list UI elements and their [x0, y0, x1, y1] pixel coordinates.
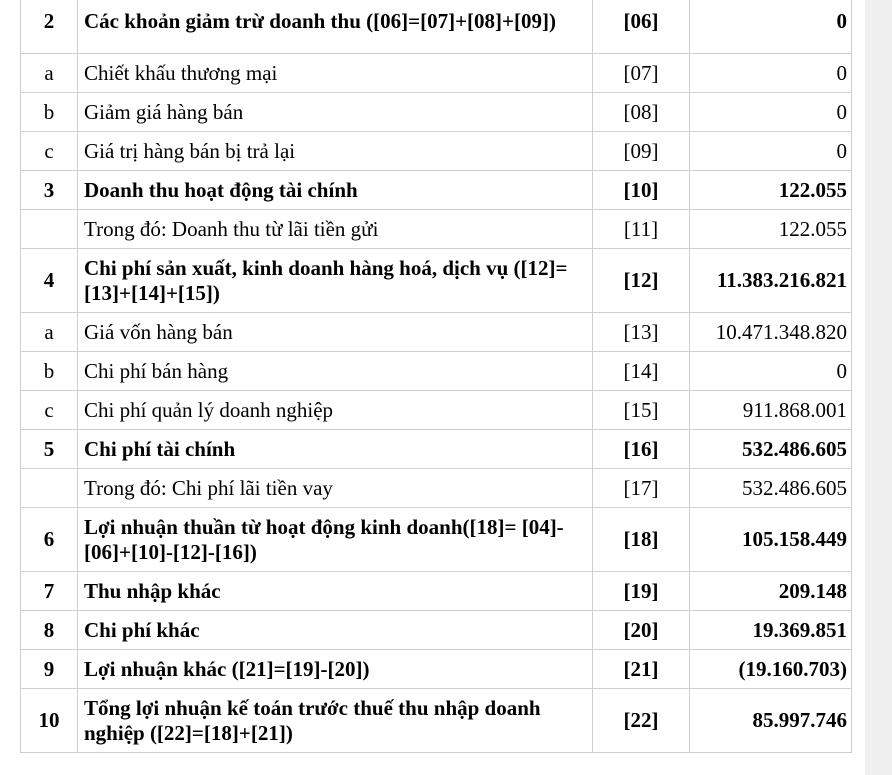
row-item-name: Thu nhập khác — [78, 572, 593, 611]
row-value: 911.868.001 — [690, 391, 852, 430]
row-code: [15] — [593, 391, 690, 430]
row-code: [16] — [593, 430, 690, 469]
table-row — [21, 689, 852, 753]
row-value: 10.471.348.820 — [690, 313, 852, 352]
table-row — [21, 249, 852, 313]
row-item-name: Chi phí bán hàng — [78, 352, 593, 391]
row-item-name: Chiết khấu thương mại — [78, 54, 593, 93]
table-body — [21, 0, 852, 753]
row-number: 5 — [21, 430, 78, 469]
row-value: 0 — [690, 0, 852, 54]
row-code: [11] — [593, 210, 690, 249]
table-row — [21, 650, 852, 689]
row-item-name: Giá vốn hàng bán — [78, 313, 593, 352]
row-value: 0 — [690, 352, 852, 391]
row-number: 9 — [21, 650, 78, 689]
table-row — [21, 611, 852, 650]
row-item-name: Lợi nhuận khác ([21]=[19]-[20]) — [78, 650, 593, 689]
table-row — [21, 171, 852, 210]
table-row — [21, 572, 852, 611]
row-item-name: Doanh thu hoạt động tài chính — [78, 171, 593, 210]
row-value: 85.997.746 — [690, 689, 852, 753]
row-number: 8 — [21, 611, 78, 650]
table-row — [21, 352, 852, 391]
row-code: [22] — [593, 689, 690, 753]
row-code: [06] — [593, 0, 690, 54]
row-code: [14] — [593, 352, 690, 391]
row-code: [19] — [593, 572, 690, 611]
row-code: [21] — [593, 650, 690, 689]
row-item-name: Chi phí quản lý doanh nghiệp — [78, 391, 593, 430]
row-value: (19.160.703) — [690, 650, 852, 689]
row-number: 3 — [21, 171, 78, 210]
row-number — [21, 210, 78, 249]
row-code: [18] — [593, 508, 690, 572]
table-row — [21, 54, 852, 93]
row-code: [12] — [593, 249, 690, 313]
row-value: 122.055 — [690, 171, 852, 210]
row-item-name: Giảm giá hàng bán — [78, 93, 593, 132]
row-value: 532.486.605 — [690, 469, 852, 508]
row-code: [09] — [593, 132, 690, 171]
row-number: 10 — [21, 689, 78, 753]
table-row — [21, 313, 852, 352]
table-row — [21, 508, 852, 572]
row-value: 0 — [690, 93, 852, 132]
row-number: c — [21, 132, 78, 171]
table-row — [21, 210, 852, 249]
row-number: 6 — [21, 508, 78, 572]
row-value: 19.369.851 — [690, 611, 852, 650]
table-row — [21, 430, 852, 469]
row-item-name: Trong đó: Chi phí lãi tiền vay — [78, 469, 593, 508]
table-row — [21, 469, 852, 508]
row-item-name: Trong đó: Doanh thu từ lãi tiền gửi — [78, 210, 593, 249]
row-item-name: Giá trị hàng bán bị trả lại — [78, 132, 593, 171]
row-code: [17] — [593, 469, 690, 508]
row-item-name: Lợi nhuận thuần từ hoạt động kinh doanh([18]= [04]-[06]+[10]-[12]-[16]) — [78, 508, 593, 572]
row-value: 122.055 — [690, 210, 852, 249]
row-number: 4 — [21, 249, 78, 313]
row-value: 0 — [690, 132, 852, 171]
row-value: 209.148 — [690, 572, 852, 611]
row-number: 7 — [21, 572, 78, 611]
row-number: a — [21, 54, 78, 93]
row-code: [08] — [593, 93, 690, 132]
table-row — [21, 132, 852, 171]
row-code: [13] — [593, 313, 690, 352]
row-number: a — [21, 313, 78, 352]
row-value: 105.158.449 — [690, 508, 852, 572]
row-number: b — [21, 352, 78, 391]
row-item-name: Chi phí tài chính — [78, 430, 593, 469]
table-row — [21, 0, 852, 54]
row-number: 2 — [21, 0, 78, 54]
row-code: [20] — [593, 611, 690, 650]
vertical-scrollbar[interactable] — [865, 0, 892, 775]
row-number: b — [21, 93, 78, 132]
table-row — [21, 93, 852, 132]
row-value: 532.486.605 — [690, 430, 852, 469]
row-number — [21, 469, 78, 508]
row-code: [10] — [593, 171, 690, 210]
row-item-name: Tổng lợi nhuận kế toán trước thuế thu nhập doanh nghiệp ([22]=[18]+[21]) — [78, 689, 593, 753]
row-item-name: Chi phí sản xuất, kinh doanh hàng hoá, dịch vụ ([12]=[13]+[14]+[15]) — [78, 249, 593, 313]
row-item-name: Các khoản giảm trừ doanh thu ([06]=[07]+[08]+[09]) — [78, 0, 593, 54]
row-item-name: Chi phí khác — [78, 611, 593, 650]
row-value: 0 — [690, 54, 852, 93]
row-number: c — [21, 391, 78, 430]
row-code: [07] — [593, 54, 690, 93]
row-value: 11.383.216.821 — [690, 249, 852, 313]
table-row — [21, 391, 852, 430]
income-statement-table — [20, 0, 852, 753]
